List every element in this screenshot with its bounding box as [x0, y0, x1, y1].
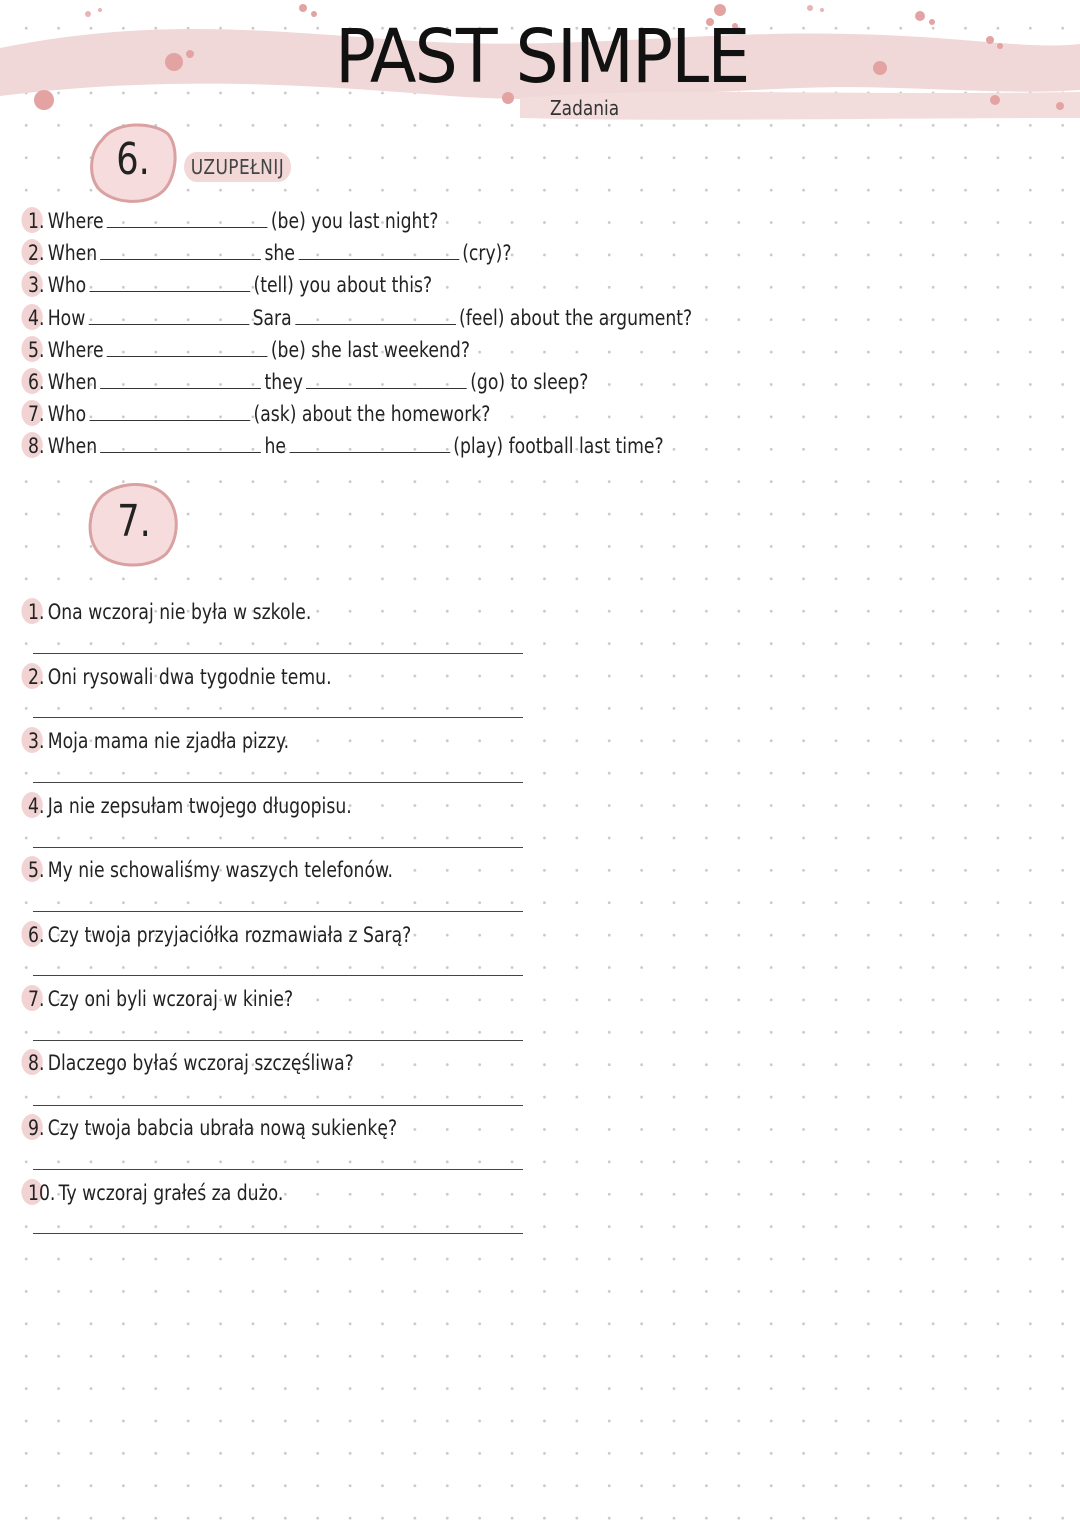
answer-blank[interactable]	[107, 336, 268, 357]
exercise-6-item: 7. Who (ask) about the homework?	[28, 399, 618, 429]
exercise-7-item: 4. Ja nie zepsułam twojego długopisu.	[28, 791, 520, 821]
answer-line[interactable]	[33, 653, 523, 654]
answer-blank[interactable]	[306, 368, 467, 389]
exercise-6-item: 6. When they (go) to sleep?	[28, 367, 618, 397]
exercise-6-item: 3. Who (tell) you about this?	[28, 270, 618, 300]
answer-blank[interactable]	[89, 304, 250, 325]
answer-blank[interactable]	[298, 239, 459, 260]
answer-blank[interactable]	[89, 271, 250, 292]
answer-line[interactable]	[33, 1105, 523, 1106]
answer-blank[interactable]	[89, 400, 250, 421]
exercise-6-item: 4. How Sara (feel) about the argument?	[28, 303, 618, 333]
exercise-7-item: 8. Dlaczego byłaś wczoraj szczęśliwa?	[28, 1048, 520, 1078]
answer-line[interactable]	[33, 1169, 523, 1170]
answer-blank[interactable]	[100, 368, 261, 389]
answer-line[interactable]	[33, 717, 523, 718]
answer-line[interactable]	[33, 1233, 523, 1234]
exercise-7-item: 2. Oni rysowali dwa tygodnie temu.	[28, 662, 520, 692]
answer-blank[interactable]	[289, 432, 450, 453]
answer-blank[interactable]	[100, 239, 261, 260]
exercise-6-item: 8. When he (play) football last time?	[28, 431, 618, 461]
answer-blank[interactable]	[295, 304, 456, 325]
exercise-7-item: 10. Ty wczoraj grałeś za dużo.	[28, 1178, 520, 1208]
exercise-7-item: 1. Ona wczoraj nie była w szkole.	[28, 597, 520, 627]
answer-line[interactable]	[33, 782, 523, 783]
exercise-6-badge	[88, 120, 178, 206]
answer-line[interactable]	[33, 911, 523, 912]
exercise-6-instruction: UZUPEŁNIJ	[184, 152, 291, 182]
answer-blank[interactable]	[107, 207, 268, 228]
exercise-7-item: 7. Czy oni byli wczoraj w kinie?	[28, 984, 520, 1014]
exercise-7-item: 6. Czy twoja przyjaciółka rozmawiała z Sarą?	[28, 920, 520, 950]
page-subtitle: Zadania	[550, 96, 620, 120]
exercise-7-item: 9. Czy twoja babcia ubrała nową sukienkę?	[28, 1113, 520, 1143]
exercise-7-number: 7.	[117, 496, 151, 547]
answer-blank[interactable]	[100, 432, 261, 453]
exercise-7-badge	[86, 480, 182, 570]
page-title: PAST SIMPLE	[335, 14, 749, 100]
exercise-6-number: 6.	[116, 134, 150, 185]
exercise-6-item: 5. Where (be) she last weekend?	[28, 335, 618, 365]
answer-line[interactable]	[33, 975, 523, 976]
answer-line[interactable]	[33, 847, 523, 848]
exercise-7-item: 5. My nie schowaliśmy waszych telefonów.	[28, 855, 520, 885]
exercise-6-item: 1. Where (be) you last night?	[28, 206, 618, 236]
exercise-6-item: 2. When she (cry)?	[28, 238, 618, 268]
answer-line[interactable]	[33, 1040, 523, 1041]
exercise-7-item: 3. Moja mama nie zjadła pizzy.	[28, 726, 520, 756]
